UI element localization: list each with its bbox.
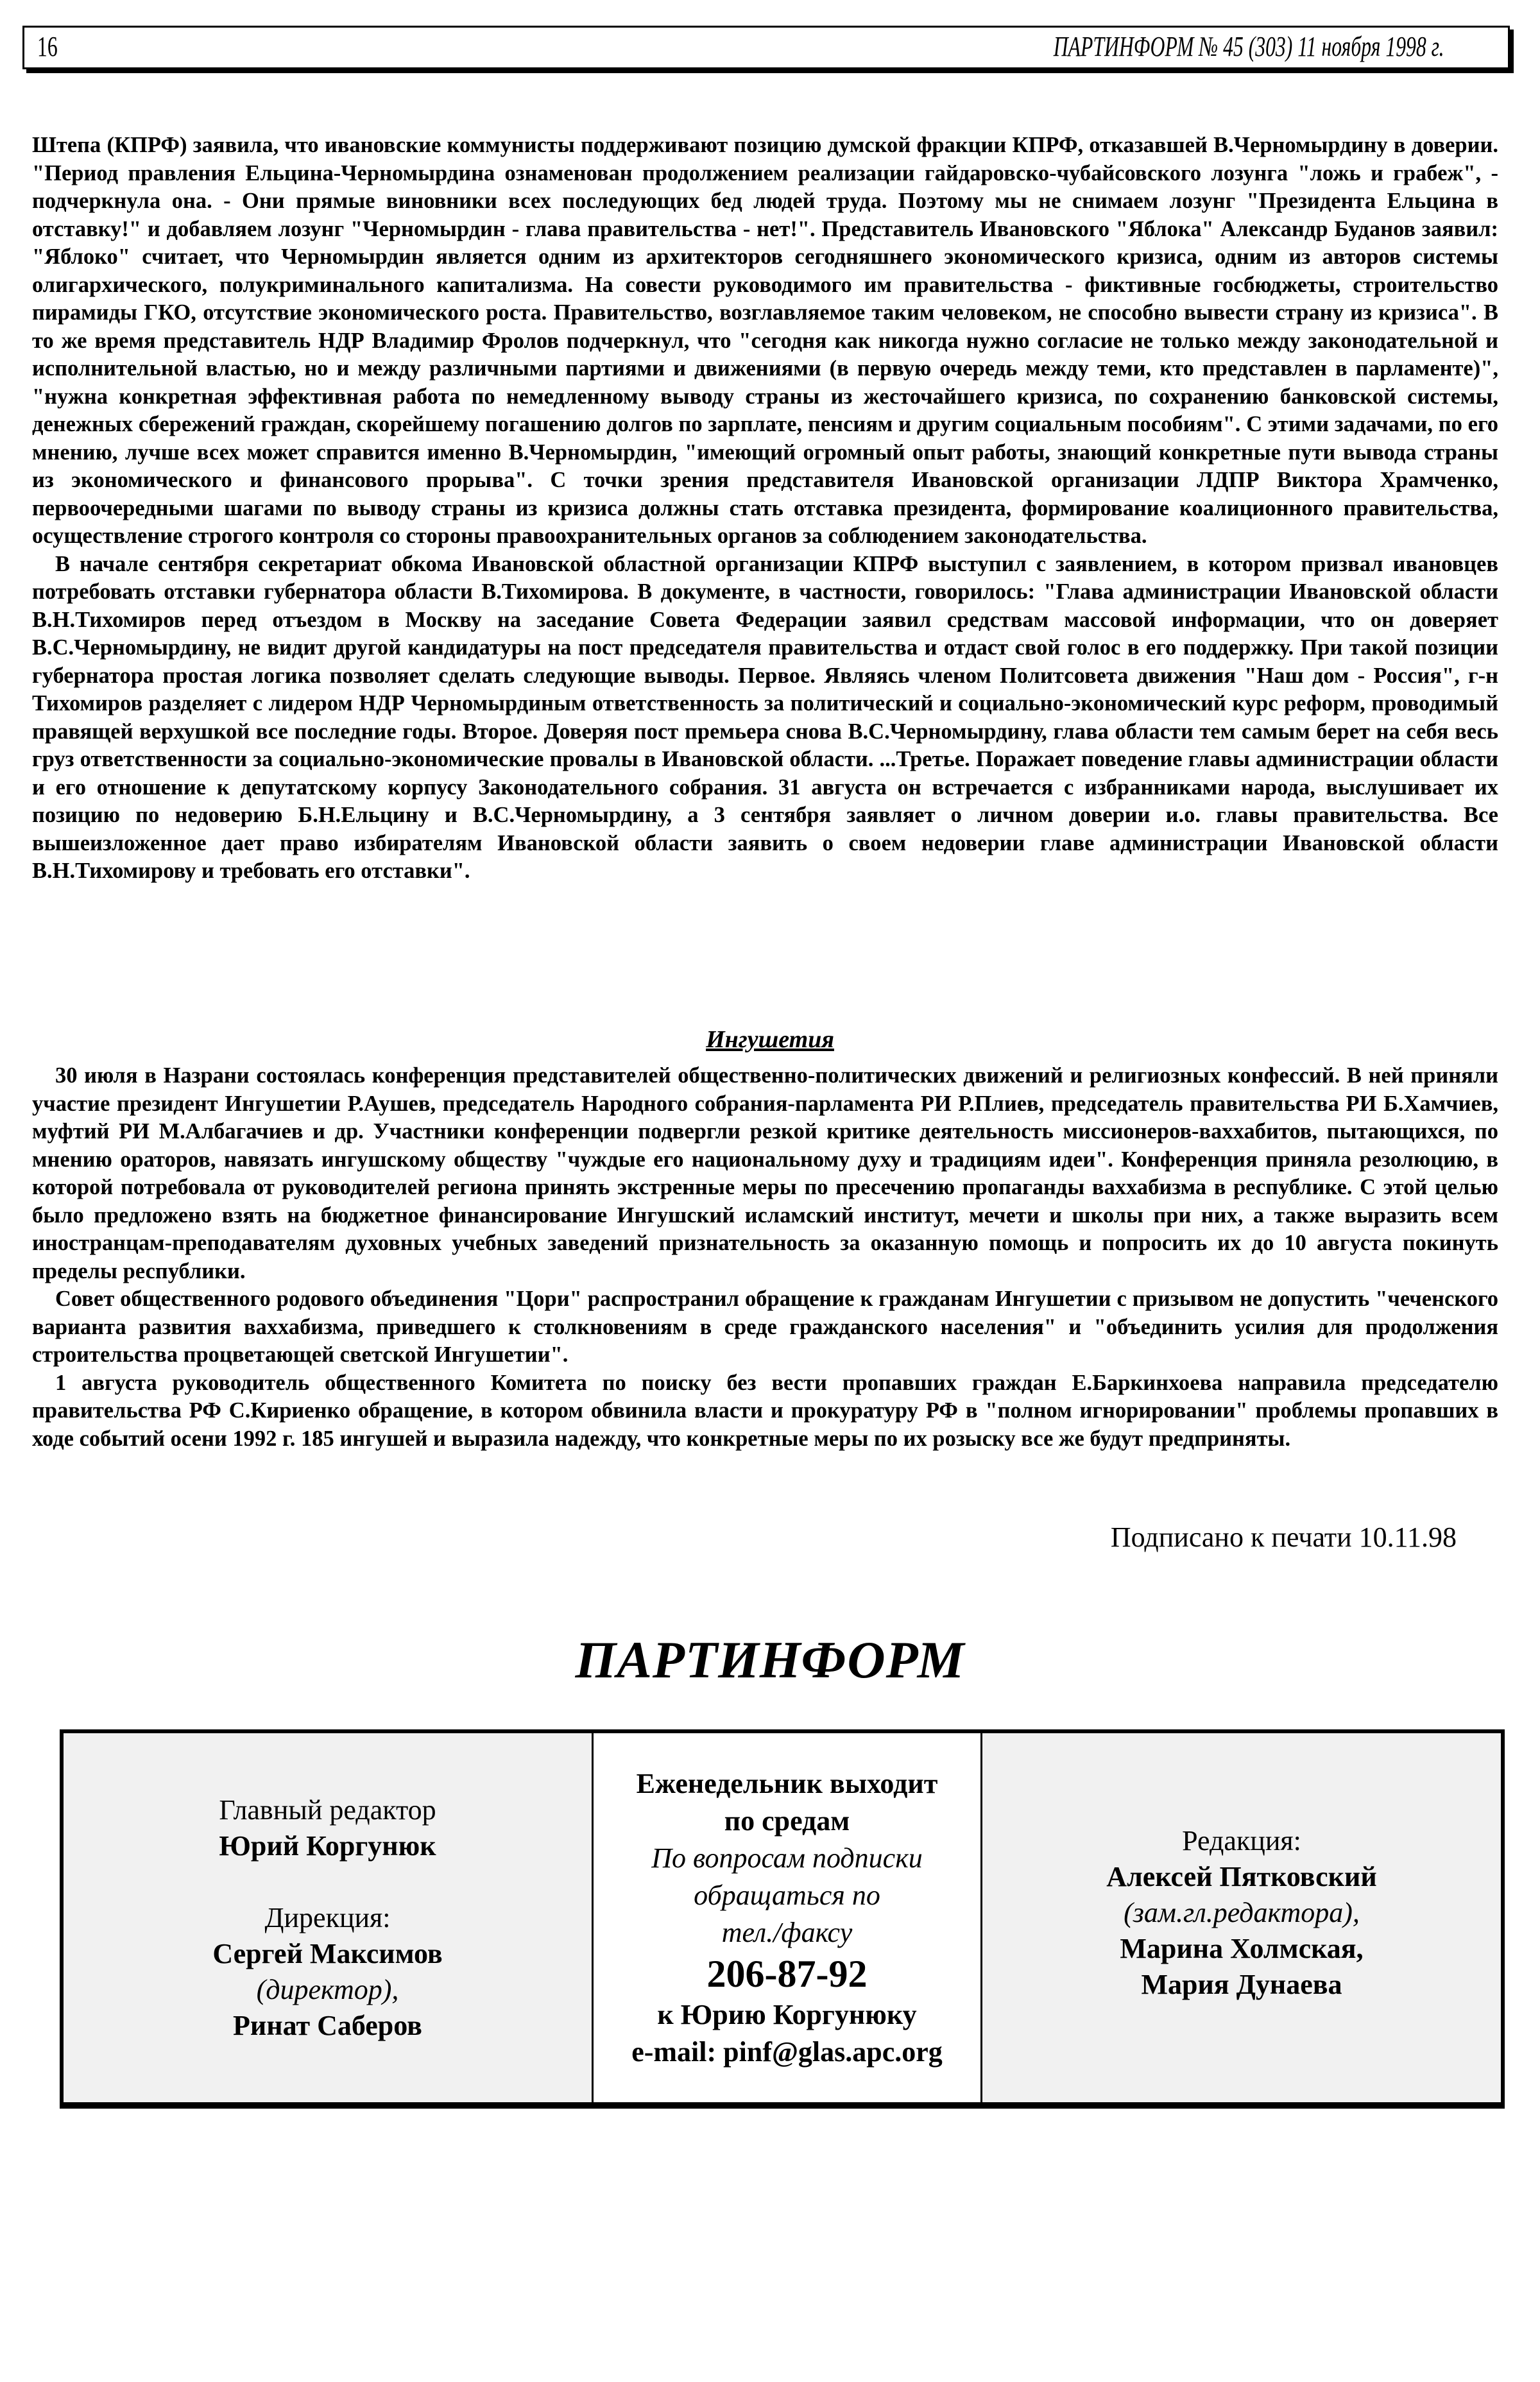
masthead-right-column	[982, 1733, 1501, 2102]
section-heading-ingushetia	[0, 1025, 1540, 1054]
editor-name: Юрий Коргунюк	[219, 1829, 436, 1862]
masthead-box	[60, 1729, 1505, 2109]
masthead-left-column	[64, 1733, 594, 2102]
contact-person: к Юрию Коргунюку	[657, 1998, 917, 2030]
issue-info: ПАРТИНФОРМ № 45 (303) 11 ноября 1998 г.	[1053, 31, 1444, 62]
phone-number: 206-87-92	[706, 1952, 868, 1995]
page-header	[22, 26, 1510, 69]
signed-for-print: Подписано к печати 10.11.98	[1110, 1521, 1457, 1553]
masthead-title: ПАРТИНФОРМ	[575, 1631, 965, 1689]
paragraph: 30 июля в Назрани состоялась конференция представителей общественно-политических движений и религиозных конфессий. В ней приняли участие президент Ингушетии Р.Аушев, председатель Народного собрания-парламента РИ Р.Плиев, председатель правительства РИ Б.Хамчиев, муфтий РИ М.Албагачиев и др. Участники конференции подвергли резкой критике деятельность миссионеров-ваххабитов, пытающихся, по мнению ораторов, навязать ингушскому обществу "чуждые его национальному духу и традициям идеи". Конференция приняла резолюцию, в которой потребовала от руководителей региона принять экстренные меры по пресечению пропаганды ваххабизма в республике. С этой целью было предложено взять на бюджетное финансирование Ингушский исламский институт, мечети и школы при них, а также выразить всем иностранцам-преподавателям духовных учебных заведений признательность за оказанную помощь и попросить их до 10 августа покинуть пределы республики.	[32, 1063, 1498, 1283]
subscription-line1: По вопросам подписки	[651, 1842, 923, 1874]
director2-name: Ринат Саберов	[233, 2009, 422, 2041]
section-heading-text: Ингушетия	[706, 1026, 834, 1053]
editorial-name1: Алексей Пятковский	[1106, 1861, 1377, 1892]
article-ivanovo	[32, 132, 1498, 886]
page-number: 16	[37, 31, 58, 62]
paragraph: Совет общественного родового объединения "Цори" распространил обращение к гражданам Ингушетии с призывом не допустить "чеченского варианта развития ваххабизма, приведшего к столкновениям в среде гражданского населения" и "объединить усилия для продолжения строительства процветающей светской Ингушетии".	[32, 1287, 1498, 1367]
editor-label: Главный редактор	[219, 1794, 436, 1826]
masthead-middle-column	[594, 1733, 982, 2102]
director-name: Сергей Максимов	[212, 1937, 443, 1969]
weekly-day: по средам	[724, 1804, 850, 1837]
paragraph: Штепа (КПРФ) заявила, что ивановские коммунисты поддерживают позицию думской фракции КПРФ, отказавшей В.Черномырдину в доверии. "Период правления Ельцина-Черномырдина ознаменован продолжением реализации гайдаровско-чубайсовского лозунга "ложь и грабеж", - подчеркнула она. - Они прямые виновники всех последующих бед людей труда. Поэтому мы не снимаем лозунг "Президента Ельцина в отставку!" и добавляем лозунг "Черномырдин - глава правительства - нет!". Представитель Ивановского "Яблока" Александр Буданов заявил: "Яблоко" считает, что Черномырдин является одним из архитекторов сегодняшнего экономического кризиса, одним из авторов системы олигархического, полукриминального капитализма. На совести руководимого им правительства - фиктивные госбюджеты, строительство пирамиды ГКО, отсутствие экономического роста. Правительство, возглавляемое таким человеком, не способно вывести страну из кризиса". В то же время представитель НДР Владимир Фролов подчеркнул, что "сегодня как никогда нужно согласие не только между законодательной и исполнительной властью, но и между различными партиями и движениями (в первую очередь между теми, кто представлен в парламенте)", "нужна конкретная эффективная работа по немедленному выводу страны из жесточайшего кризиса, по сохранению банковской системы, денежных сбережений граждан, скорейшему погашению долгов по зарплате, пенсиям и другим социальным пособиям". С этими задачами, по его мнению, лучше всех может справится именно В.Черномырдин, "имеющий огромный опыт работы, знающий конкретные пути вывода страны из экономического и финансового прорыва". С точки зрения представителя Ивановской организации ЛДПР Виктора Храмченко, первоочередными шагами по выводу страны из кризиса должны стать отставка президента, формирование коалиционного правительства, осуществление строгого контроля со стороны правоохранительных органов за соблюдением законодательства.	[32, 133, 1498, 548]
subscription-line3: тел./факсу	[721, 1916, 853, 1948]
subscription-line2: обращаться по	[694, 1879, 880, 1911]
paragraph: 1 августа руководитель общественного Комитета по поиску без вести пропавших граждан Е.Баркинхоева направила председателю правительства РФ С.Кириенко обращение, в котором обвинила власти и прокуратуру РФ в "полном игнорировании" проблемы пропавших в ходе событий осени 1992 г. 185 ингушей и выразила надежду, что конкретные меры по их розыску все же будут предприняты.	[32, 1370, 1498, 1451]
editorial-name3: Мария Дунаева	[1141, 1969, 1342, 2000]
email-link[interactable]: e-mail: pinf@glas.apc.org	[631, 2035, 943, 2068]
director-role: (директор),	[256, 1973, 399, 2005]
article-ingushetia	[32, 1062, 1498, 1453]
editorial-name2: Марина Холмская,	[1120, 1933, 1364, 1964]
directorate-label: Дирекция:	[264, 1901, 391, 1933]
editorial-label: Редакция:	[1182, 1825, 1301, 1856]
editorial-role1: (зам.гл.редактора),	[1124, 1897, 1360, 1928]
paragraph: В начале сентября секретариат обкома Ивановской областной организации КПРФ выступил с заявлением, в котором призвал ивановцев потребовать отставки губернатора области В.Тихомирова. В документе, в частности, говорилось: "Глава администрации Ивановской области В.Н.Тихомиров перед отъездом в Москву на заседание Совета Федерации заявил средствам массовой информации, что он доверяет В.С.Черномырдину, не видит другой кандидатуры на пост председателя правительства и отдаст свой голос в его поддержку. При такой позиции губернатора простая логика позволяет сделать следующие выводы. Первое. Являясь членом Политсовета движения "Наш дом - Россия", г-н Тихомиров разделяет с лидером НДР Черномырдиным ответственность за политический и социально-экономический курс реформ, проводимый правящей верхушкой все последние годы. Второе. Доверяя пост премьера снова В.С.Черномырдину, глава области тем самым берет на себя весь груз ответственности за социально-экономические провалы в Ивановской области. ...Третье. Поражает поведение главы администрации области и его отношение к депутатскому корпусу Законодательного собрания. 31 августа он встречается с избранниками народа, выслушивает их позицию по недоверию Б.Н.Ельцину и В.С.Черномырдину, а 3 сентября заявляет о личном доверии и.о. главы правительства. Все вышеизложенное дает право избирателям Ивановской области заявить о своем недоверии главе администрации Ивановской области В.Н.Тихомирову и требовать его отставки".	[32, 551, 1498, 883]
weekly-line: Еженедельник выходит	[636, 1767, 938, 1799]
